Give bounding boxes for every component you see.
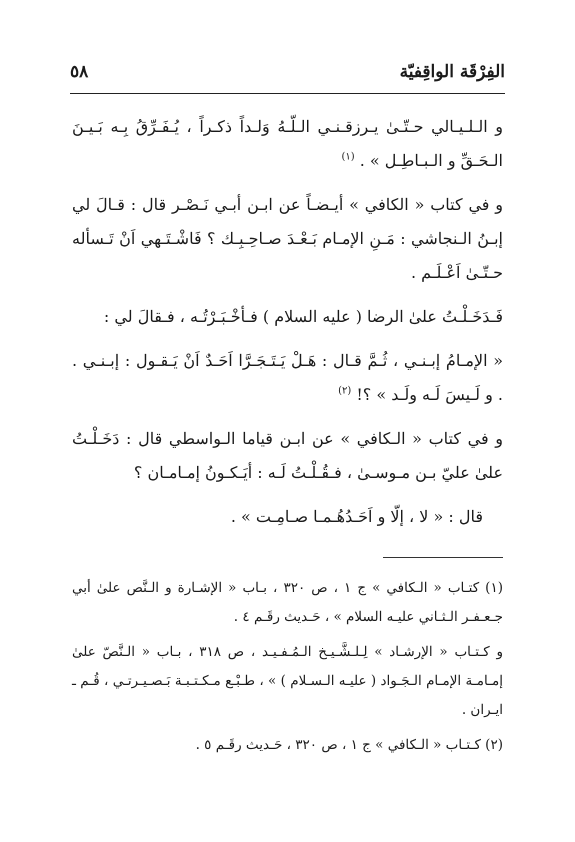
paragraph: و في كتاب « الكافي » أيـضـاً عن ابـن أبـي نَـصْـر قال : قـالَ لي إبـنُ الـنجاشي : مَـنِ الإمـام بَـعْـدَ صـاحِـبِـك ؟ فَاشْـتَـهي اَنْ تَـسأله حـتّـىٰ اَعْـلَـم . xyxy=(72,195,503,282)
paragraph: « الإمـامُ إبـنـي ، ثُـمَّ قـال : هَـلْ يَـتَـجَـرَّا اَحَـدٌ اَنْ يَـقـول : إبـنـي . . و لَـيسَ لَـه ولَـد » ؟! $^{(٢)}$ xyxy=(72,351,504,404)
footnote: (٢) كـتـاب « الـكافي » ج ١ ، ص ٣٢٠ ، حَـديث رقَـم ٥ . xyxy=(195,737,503,753)
chapter-title: الفِرْقَة الواقِفيّة xyxy=(399,62,505,82)
footnotes xyxy=(72,574,503,766)
paragraph: و في كتاب « الـكافي » عن ابـن قياما الـواسطي قال : دَخَـلْـتُ علىٰ عليّ بـن مـوسـىٰ ، فـقُـلْـتُ لَـه : أيَـكـونُ إمـامـان ؟ xyxy=(72,429,503,482)
footnote-ref: (٢) xyxy=(338,385,352,397)
footnote: و كـتـاب « الإرشـاد » لِـلـشَّـيـخ الـمُـفـيـد ، ص ٣١٨ ، بـاب « الـنَّصّ علىٰ إمـامـة الإمـام الـجَـواد ( عليـه الـسـلام ) » ، طـبْـع مـكـتـبـة بَـصـيـرتـي ، قُـم ـ ايـران . xyxy=(72,644,503,718)
footnote-separator xyxy=(383,557,503,558)
page-number: ٥٨ xyxy=(70,62,89,82)
running-header xyxy=(70,60,505,94)
main-text xyxy=(72,110,503,544)
header-rule xyxy=(70,93,505,94)
footnote: (١) كتـاب « الـكافي » ج ١ ، ص ٣٢٠ ، بـاب « الإشـارة و الـنَّص علىٰ أبي جـعـفـر الـثـاني عليـه السلام » ، حَـديث رقَـم ٤ . xyxy=(72,580,503,625)
footnote-ref: (١) xyxy=(341,151,355,163)
paragraph: فَـدَخَـلْـتُ علىٰ الرضا ( عليه السلام ) فـأخْـبَـرْتُـه ، فـقالَ لي : xyxy=(103,307,503,326)
paragraph: و الـلـيـالي حـتّـىٰ يـرزقـنـي الـلّـهُ وَلـداً ذكـراً ، يُـفَـرِّقُ بِـه بَـيـنَ الـحَـقِّ و الـبـاطِـل » . $^{(١)}$ xyxy=(72,117,503,170)
paragraph: قال : « لا ، إلّا و اَحَـدُهُـمـا صـامِـت » . xyxy=(230,507,483,526)
